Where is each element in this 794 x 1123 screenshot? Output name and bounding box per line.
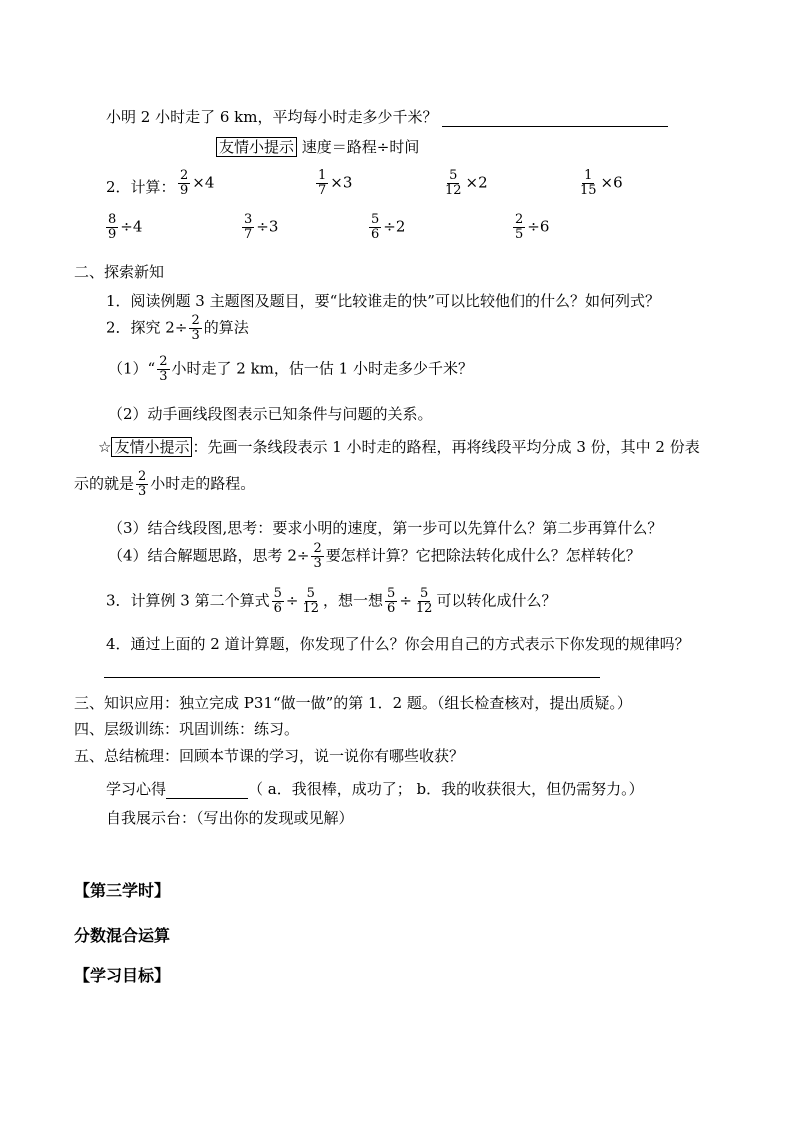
hint-box-1 xyxy=(216,137,419,157)
hint-text: ：先画一条线段表示 1 小时走的路程，再将线段平均分成 3 份，其中 2 份表 xyxy=(192,438,700,456)
question-walk-speed xyxy=(106,107,668,127)
hint-label: 友情小提示 xyxy=(111,437,192,457)
heading-topic: 分数混合运算 xyxy=(74,926,171,945)
calc-item: $\frac{8}{9}$ ÷4 xyxy=(108,212,143,242)
calc-label: 2．计算： xyxy=(106,178,176,196)
calc-item: $\frac{5}{6}$ ÷2 xyxy=(371,212,406,242)
sub-item-3: （3）结合线段图,思考：要求小明的速度，第一步可以先算什么？第二步再算什么？ xyxy=(108,519,663,537)
answer-blank[interactable] xyxy=(442,110,668,127)
hint-text: 速度＝路程÷时间 xyxy=(297,138,420,156)
question-text: 小明 2 小时走了 6 km，平均每小时走多少千米？ xyxy=(106,108,438,126)
heading-learning-goal: 【学习目标】 xyxy=(74,966,171,985)
xinde-blank[interactable] xyxy=(166,782,248,799)
item-4: 4．通过上面的 2 道计算题，你发现了什么？你会用自己的方式表示下你发现的规律吗？ xyxy=(106,635,690,653)
section-heading: 二、探索新知 xyxy=(74,263,165,281)
section-3: 三、知识应用：独立完成 P31“做一做”的第 1．2 题。（组长检查核对，提出质疑。） xyxy=(74,694,632,712)
hint-label: 友情小提示 xyxy=(216,137,297,157)
sub-item-1: （1）“ $\frac{2}{3}$ 小时走了 2 km，估一估 1 小时走多少千米？ xyxy=(108,354,473,384)
hint-box-2 xyxy=(98,437,700,457)
self-showcase: 自我展示台：（写出你的发现或见解） xyxy=(106,809,354,827)
calc-item: $\frac{2}{9}$ ×4 xyxy=(180,168,215,198)
star-icon: ☆ xyxy=(98,438,112,456)
section-4: 四、层级训练：巩固训练：练习。 xyxy=(74,720,300,738)
section-5: 五、总结梳理：回顾本节课的学习，说一说你有哪些收获？ xyxy=(74,747,465,765)
item-3: 3．计算例 3 第二个算式 $\frac{5}{6}$ ÷ $\frac{5}{12}$ ，想一想 $\frac{5}{6}$ ÷ $\frac{5}{12}$ 可以转化成什么？ xyxy=(106,586,557,616)
calc-item: $\frac{5}{12}$ ×2 xyxy=(445,168,488,198)
calc-item: $\frac{1}{15}$ ×6 xyxy=(580,168,623,198)
hint-continuation: 示的就是 $\frac{2}{3}$ 小时走的路程。 xyxy=(74,469,256,499)
item-2: 2．探究 2÷ $\frac{2}{3}$ 的算法 xyxy=(106,313,249,343)
item-1: 1．阅读例题 3 主题图及题目，要“比较谁走的快”可以比较他们的什么？如何列式？ xyxy=(106,292,660,310)
sub-item-4: （4）结合解题思路，思考 2÷ $\frac{2}{3}$ 要怎样计算？它把除法转化成什么？怎样转化？ xyxy=(108,541,641,571)
calc-item: $\frac{1}{7}$ ×3 xyxy=(318,168,353,198)
sub-item-2: （2）动手画线段图表示已知条件与问题的关系。 xyxy=(108,405,433,423)
heading-third-period: 【第三学时】 xyxy=(74,881,171,900)
calc-item: $\frac{3}{7}$ ÷3 xyxy=(244,212,279,242)
xinde-options: （ a．我很棒，成功了； b．我的收获很大，但仍需努力。） xyxy=(248,780,644,798)
answer-line[interactable] xyxy=(104,677,600,678)
calc-item: $\frac{2}{5}$ ÷6 xyxy=(515,212,550,242)
xinde-label: 学习心得 xyxy=(106,780,167,798)
xinde-line xyxy=(106,779,644,799)
